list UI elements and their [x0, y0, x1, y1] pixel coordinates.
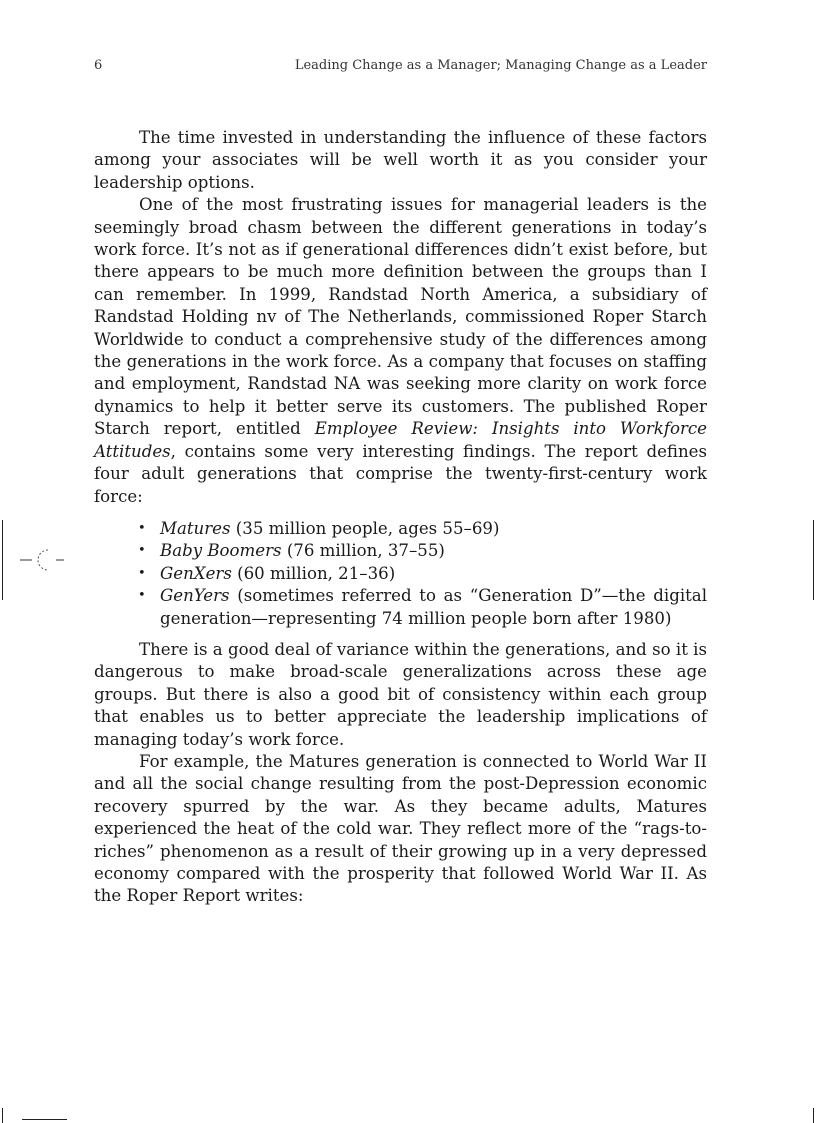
generation-name: Baby Boomers — [160, 541, 282, 561]
paragraph-2-text-b: , contains some very interesting findings. The report defines four adult generations that comprise the twenty-first-century work force: — [94, 441, 707, 506]
paragraph-2-text-a: One of the most frustrating issues for managerial leaders is the seemingly broad chasm between the different generations in today’s work force. It’s not as if generational differences didn’t exist before, but there appears to be much more definition between the groups than I can remember. In 1999, Randstad North America, a subsidiary of Randstad Holding nv of The Netherlands, commissioned Roper Starch Worldwide to conduct a comprehensive study of the differences among the generations in the work force. As a company that focuses on staffing and employment, Randstad NA was seeking more clarity on work force dynamics to help it better serve its customers. The published Roper Starch report, entitled — [94, 195, 707, 439]
generation-name: GenYers — [160, 586, 230, 606]
generation-name: Matures — [160, 518, 231, 538]
paragraph-2 — [94, 194, 707, 508]
list-item — [138, 540, 707, 562]
crop-mark-bottom-right-tick — [813, 1108, 814, 1123]
list-item — [138, 563, 707, 585]
generation-detail: (60 million, 21–36) — [231, 563, 396, 583]
bullet-icon: • — [138, 588, 146, 604]
generation-detail: (35 million people, ages 55–69) — [230, 518, 500, 538]
bullet-icon: • — [138, 565, 146, 581]
registration-mark-icon — [18, 545, 68, 575]
crop-mark-bottom-left-tick — [2, 1108, 3, 1123]
list-item — [138, 518, 707, 540]
page-number: 6 — [94, 58, 103, 73]
crop-mark-right — [813, 520, 814, 600]
paragraph-4: For example, the Matures generation is connected to World War II and all the social change resulting from the post-Depression economic recovery spurred by the war. As they became adults, Matures experienced the heat of the cold war. They reflect more of the “rags-to-riches” phenomenon as a result of their growing up in a very depressed economy compared with the prosperity that followed World War II. As the Roper Report writes: — [94, 751, 707, 906]
generation-detail: (sometimes referred to as “Generation D”—the digital generation—representing 74 million people born after 1980) — [160, 586, 707, 628]
paragraph-1: The time invested in understanding the influence of these factors among your associates will be well worth it as you consider your leadership options. — [94, 128, 707, 192]
body-text — [94, 127, 707, 908]
generations-list — [94, 518, 707, 630]
crop-mark-left — [2, 520, 3, 600]
generation-detail: (76 million, 37–55) — [281, 541, 445, 561]
running-header — [94, 58, 707, 78]
paragraph-3: There is a good deal of variance within the generations, and so it is dangerous to make broad-scale generalizations across these age groups. But there is also a good bit of consistency within each group that enables us to better appreciate the leadership implications of managing today’s work force. — [94, 639, 707, 749]
bullet-icon: • — [138, 543, 146, 559]
crop-mark-bottom — [22, 1119, 67, 1120]
report-title: Employee Review: Insights into Workforce Attitudes — [94, 419, 707, 461]
generation-name: GenXers — [160, 563, 232, 583]
list-item — [138, 585, 707, 630]
bullet-icon: • — [138, 520, 146, 536]
running-title: Leading Change as a Manager; Managing Change as a Leader — [294, 58, 707, 73]
